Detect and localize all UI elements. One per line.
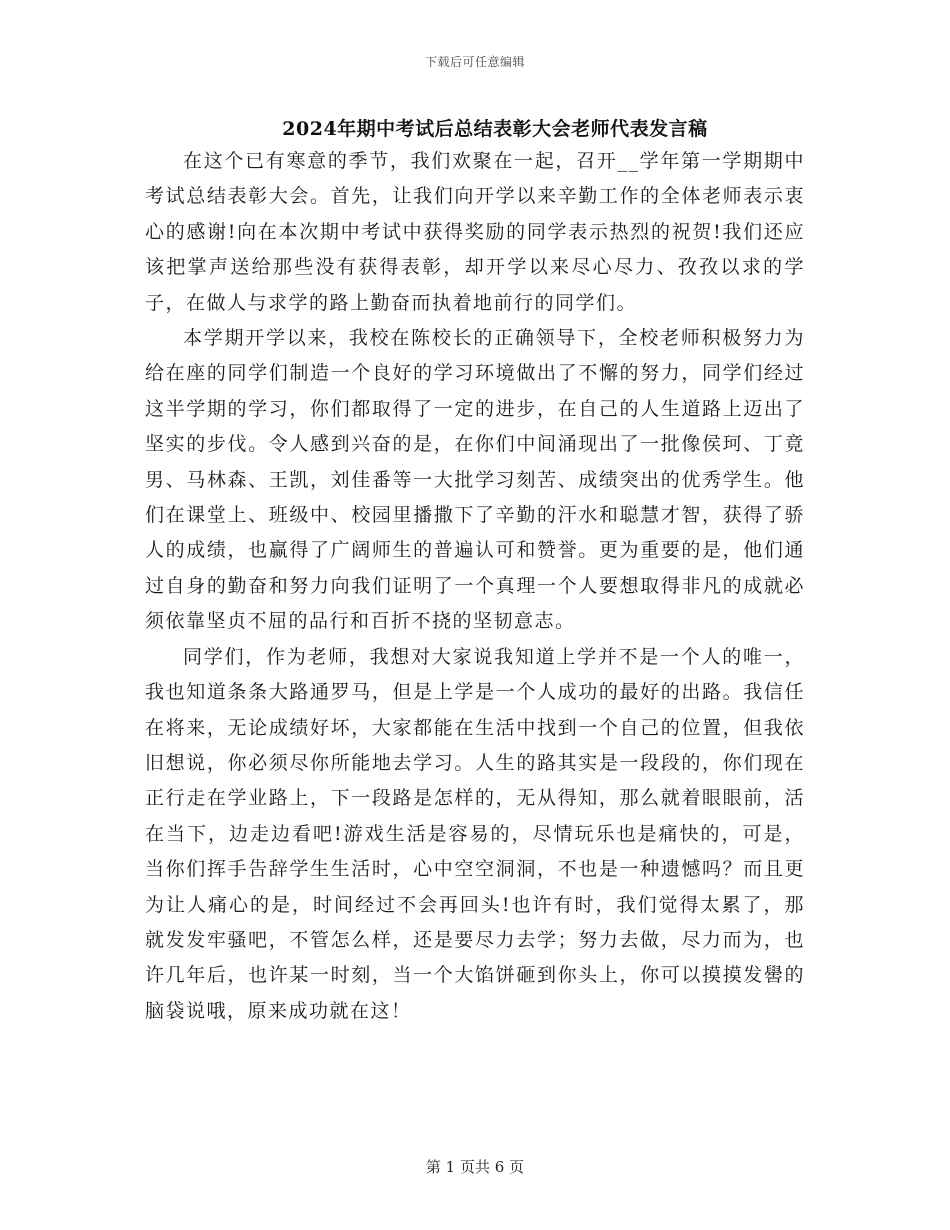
paragraph-3: 同学们，作为老师，我想对大家说我知道上学并不是一个人的唯一，我也知道条条大路通罗马，但是上学是一个人成功的最好的出路。我信任在将来，无论成绩好坏，大家都能在生活中找到一个自己的位置，但我依旧想说，你必须尽你所能地去学习。人生的路其实是一段段的，你们现在正行走在学业路上，下一段路是怎样的，无从得知，那么就着眼眼前，活在当下，边走边看吧!游戏生活是容易的，尽情玩乐也是痛快的，可是，当你们挥手告辞学生生活时，心中空空洞洞，不也是一种遗憾吗？而且更为让人痛心的是，时间经过不会再回头!也许有时，我们觉得太累了，那就发发牢骚吧，不管怎么样，还是要尽力去学；努力去做，尽力而为，也许几年后，也许某一时刻，当一个大馅饼砸到你头上，你可以摸摸发嚳的脑袋说哦，原来成功就在这！: [145, 645, 805, 1022]
paragraph-1: 在这个已有寒意的季节，我们欢聚在一起，召开__学年第一学期期中考试总结表彰大会。首先，让我们向开学以来辛勤工作的全体老师表示衷心的感谢!向在本次期中考试中获得奖励的同学表示热烈的祝贺!我们还应该把掌声送给那些没有获得表彰，却开学以来尽心尽力、孜孜以求的学子，在做人与求学的路上勤奋而执着地前行的同学们。: [145, 150, 805, 314]
paragraph-2: 本学期开学以来，我校在陈校长的正确领导下，全校老师积极努力为给在座的同学们制造一个良好的学习环境做出了不懈的努力，同学们经过这半学期的学习，你们都取得了一定的进步，在自己的人生道路上迈出了坚实的步伐。令人感到兴奋的是，在你们中间涌现出了一批像侯珂、丁竟男、马林森、王凯，刘佳番等一大批学习刻苦、成绩突出的优秀学生。他们在课堂上、班级中、校园里播撒下了辛勤的汗水和聪慧才智，获得了骄人的成绩，也赢得了广阔师生的普遍认可和赞誉。更为重要的是，他们通过自身的勤奋和努力向我们证明了一个真理一个人要想取得非凡的成就必须依靠坚贞不屈的品行和百折不挠的坚韧意志。: [145, 327, 805, 633]
document-title: 2024年期中考试后总结表彰大会老师代表发言稿: [282, 118, 708, 140]
page-number: 第 1 页共 6 页: [425, 1158, 525, 1176]
document-body: [145, 144, 805, 1029]
header-note: 下载后可任意编辑: [424, 55, 525, 69]
